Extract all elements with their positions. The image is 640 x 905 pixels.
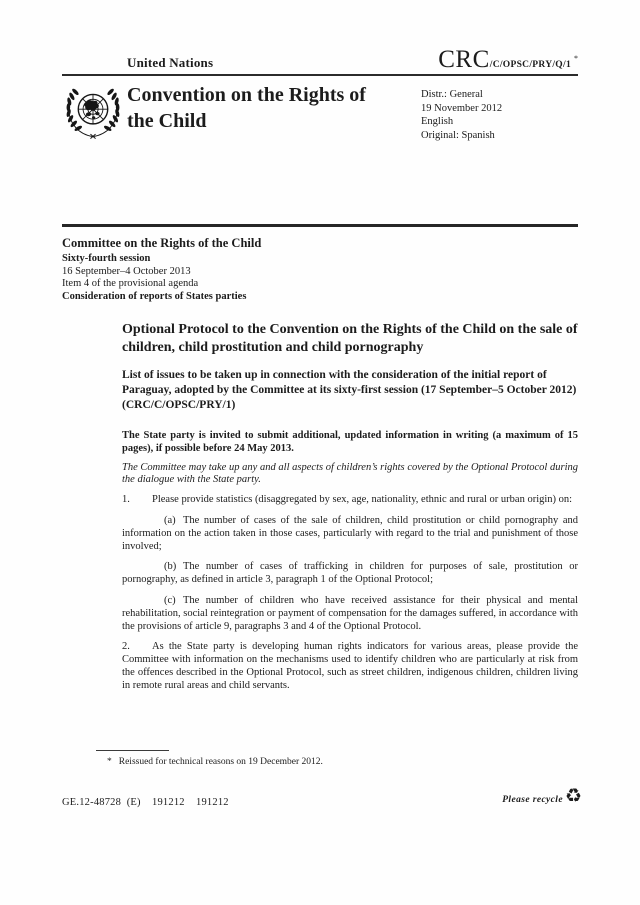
italic-note: The Committee may take up any and all aspects of children’s rights covered by the Optional Protocol during the dialogue with the State party.	[122, 461, 578, 486]
header-rule-thin	[62, 74, 578, 76]
header-rule-thick	[62, 224, 578, 227]
recycle-note	[502, 785, 582, 807]
recycle-label: Please recycle	[502, 794, 563, 805]
agenda-item: Item 4 of the provisional agenda	[62, 278, 199, 289]
committee-block	[62, 236, 261, 303]
document-subtitle: List of issues to be taken up in connection with the consideration of the initial report of Paraguay, adopted by the Committee at its sixty-first session (17 September–5 October 2012) (CRC/C/OPSC/PRY/1)	[122, 369, 577, 411]
agenda-title: Consideration of reports of States parties	[62, 290, 247, 302]
distr-line: Distr.: General	[421, 89, 483, 100]
date-line: 19 November 2012	[421, 102, 503, 114]
footer-doc-id: GE.12-48728 (E) 191212 191212	[62, 797, 229, 808]
subparagraph-label: (a)	[164, 514, 176, 526]
language-line: English	[421, 116, 454, 127]
subparagraph-c	[122, 595, 578, 633]
paragraph-number: 2.	[122, 641, 130, 653]
subparagraph-text: The number of children who have received assistance for their physical and mental rehabilitation, social reintegration or payment of compensation for the damages suffered, in accordance with the provisions of article 9, paragraphs 3 and 4 of the Optional Protocol.	[122, 594, 578, 632]
bold-note: The State party is invited to submit additional, updated information in writing (a maximum of 15 pages), if possible before 24 May 2013.	[122, 430, 578, 454]
footnote	[107, 757, 323, 767]
publication-title: Convention on the Rights of the Child	[127, 84, 366, 132]
paragraph-text: As the State party is developing human rights indicators for various areas, please provide the Committee with information on the mechanisms used to identify children who are particularly at risk from the offences described in the Optional Protocol, such as street children, indigenous children, children living in remote rural areas and child servants.	[122, 641, 578, 691]
subparagraph-a	[122, 515, 578, 553]
footnote-rule	[96, 750, 169, 751]
doc-symbol-asterisk: *	[574, 53, 578, 63]
un-emblem-icon	[61, 79, 125, 147]
paragraph-text: Please provide statistics (disaggregated by sex, age, nationality, ethnic and rural or urban origin) on:	[152, 494, 573, 506]
recycle-icon: ♻	[564, 785, 582, 807]
org-name: United Nations	[127, 55, 214, 70]
committee-name: Committee on the Rights of the Child	[62, 236, 262, 250]
original-language-line: Original: Spanish	[421, 129, 495, 141]
doc-symbol	[438, 46, 578, 74]
document-title: Optional Protocol to the Convention on the Rights of the Child on the sale of children, child prostitution and child pornography	[122, 322, 578, 355]
subparagraph-b	[122, 561, 578, 587]
subparagraph-label: (b)	[164, 561, 177, 573]
session-dates: 16 September–4 October 2013	[62, 265, 191, 277]
doc-symbol-main: CRC	[438, 46, 490, 73]
doc-symbol-suffix: /C/OPSC/PRY/Q/1	[489, 60, 571, 70]
main-content	[122, 321, 578, 701]
session-title: Sixty-fourth session	[62, 253, 151, 264]
subparagraph-text: The number of cases of the sale of children, child prostitution or child pornography and information on the action taken in those cases, particularly with regard to the trial and punishment of those involved;	[122, 514, 578, 552]
subparagraph-label: (c)	[164, 594, 176, 606]
footnote-text: Reissued for technical reasons on 19 December 2012.	[118, 757, 323, 767]
footnote-marker: *	[107, 757, 112, 767]
distr-block	[421, 88, 502, 142]
paragraph-number: 1.	[122, 494, 130, 506]
paragraph-2	[122, 641, 578, 692]
subparagraph-text: The number of cases of trafficking in children for purposes of sale, prostitution or pornography, as defined in article 3, paragraph 1 of the Optional Protocol;	[122, 561, 578, 586]
paragraph-1	[122, 494, 578, 507]
